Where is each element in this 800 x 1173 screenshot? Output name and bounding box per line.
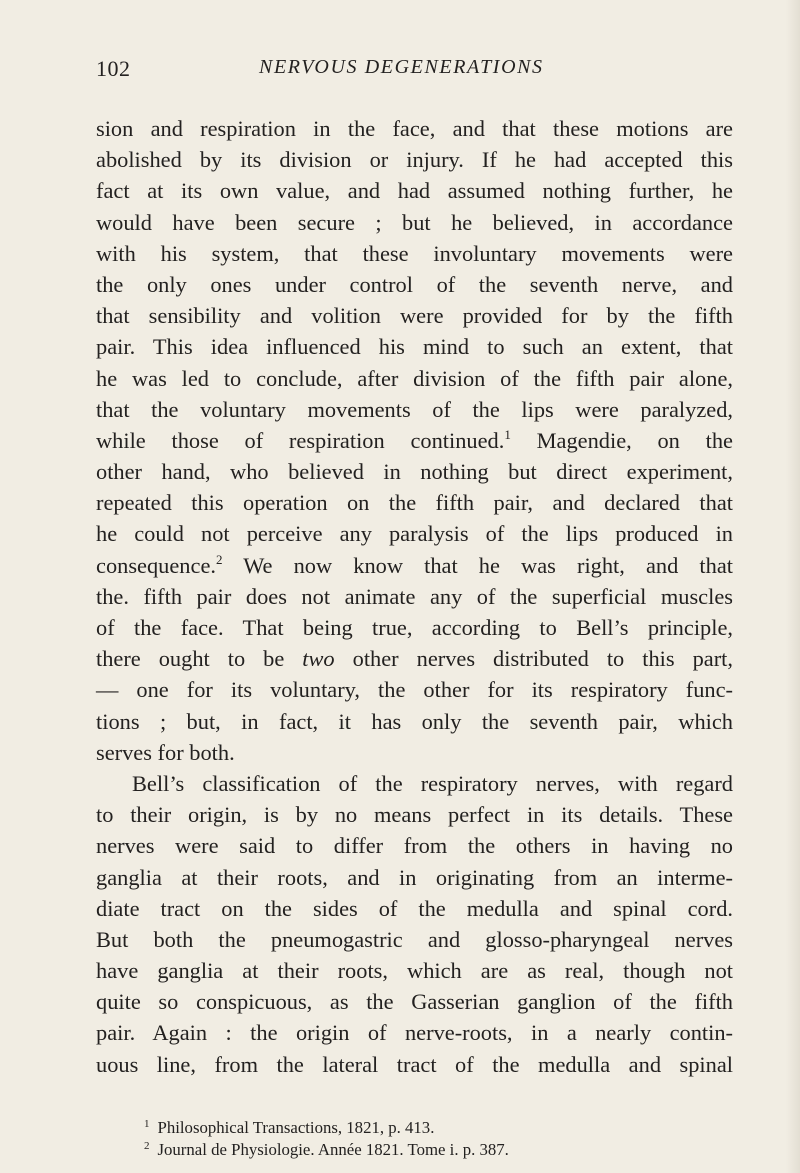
text-line: the only ones under control of the seventh nerve, and <box>96 271 733 297</box>
text-segment: consequence. <box>96 552 216 578</box>
text-line: he was led to conclude, after division of the fifth pair alone, <box>96 365 733 391</box>
text-line: of the face. That being true, according to Bell’s principle, <box>96 615 733 640</box>
text-line: — one for its voluntary, the other for its respiratory func- <box>96 677 733 703</box>
text-line-with-footnote <box>96 550 733 581</box>
text-line: pair. Again : the origin of nerve-roots, in a nearly contin- <box>96 1020 733 1046</box>
running-title: NERVOUS DEGENERATIONS <box>259 56 544 78</box>
text-line: fact at its own value, and had assumed nothing further, he <box>96 178 733 204</box>
footnote-mark: 1 <box>144 1118 150 1130</box>
text-line-with-footnote <box>96 425 733 456</box>
footnote-2 <box>144 1139 744 1161</box>
text-line: Bell’s classification of the respiratory nerves, with regard <box>132 770 733 796</box>
footnote-1 <box>144 1117 744 1139</box>
footnote-ref-1: 1 <box>504 426 511 442</box>
text-line: other hand, who believed in nothing but direct experiment, <box>96 459 733 485</box>
text-segment: We now know that he was right, and that <box>222 552 733 578</box>
text-line: would have been secure ; but he believed, in accordance <box>96 209 733 235</box>
paragraph-2 <box>96 768 733 1080</box>
text-line: he could not perceive any paralysis of the lips produced in <box>96 521 733 547</box>
body-text <box>96 113 733 1080</box>
text-line: with his system, that these involuntary movements were <box>96 240 733 266</box>
footnote-text: Journal de Physiologie. Année 1821. Tome i. p. 387. <box>157 1140 509 1159</box>
footnote-ref-2: 2 <box>215 551 223 567</box>
text-segment: while those of respiration continued. <box>96 427 505 453</box>
text-line: have ganglia at their roots, which are as real, though not <box>96 958 733 984</box>
text-line-with-emphasis <box>96 643 733 674</box>
text-segment: Magendie, on the <box>510 427 733 453</box>
text-line: ganglia at their roots, and in originating from an interme- <box>96 864 733 890</box>
text-segment: other nerves distributed to this part, <box>334 646 733 672</box>
footnotes <box>144 1117 744 1161</box>
footnote-mark: 2 <box>144 1140 150 1152</box>
text-segment: there ought to be <box>96 646 303 672</box>
text-line: uous line, from the lateral tract of the medulla and spinal <box>96 1051 733 1077</box>
text-line: sion and respiration in the face, and that these motions are <box>96 116 733 141</box>
text-line: diate tract on the sides of the medulla and spinal cord. <box>96 895 733 921</box>
text-line: repeated this operation on the fifth pair, and declared that <box>96 490 733 516</box>
text-line: that sensibility and volition were provided for by the fifth <box>96 303 733 329</box>
text-line: the. fifth pair does not animate any of the superficial muscles <box>96 583 733 609</box>
text-line: nerves were said to differ from the others in having no <box>96 833 733 859</box>
running-head <box>0 56 800 86</box>
text-line: quite so conspicuous, as the Gasserian ganglion of the fifth <box>96 989 733 1015</box>
paragraph-1 <box>96 113 733 768</box>
text-line: But both the pneumogastric and glosso-pharyngeal nerves <box>96 926 733 952</box>
text-line: that the voluntary movements of the lips were paralyzed, <box>96 396 733 422</box>
text-line: abolished by its division or injury. If he had accepted this <box>96 147 733 173</box>
footnote-text: Philosophical Transactions, 1821, p. 413. <box>157 1118 435 1137</box>
text-line: tions ; but, in fact, it has only the seventh pair, which <box>96 708 733 734</box>
text-line: serves for both. <box>96 739 235 765</box>
emphasis-two: two <box>302 646 335 672</box>
text-line: pair. This idea influenced his mind to such an extent, that <box>96 334 733 360</box>
page-number: 102 <box>96 56 131 81</box>
text-line: to their origin, is by no means perfect in its details. These <box>96 802 733 828</box>
page-edge-shadow <box>786 0 800 1173</box>
